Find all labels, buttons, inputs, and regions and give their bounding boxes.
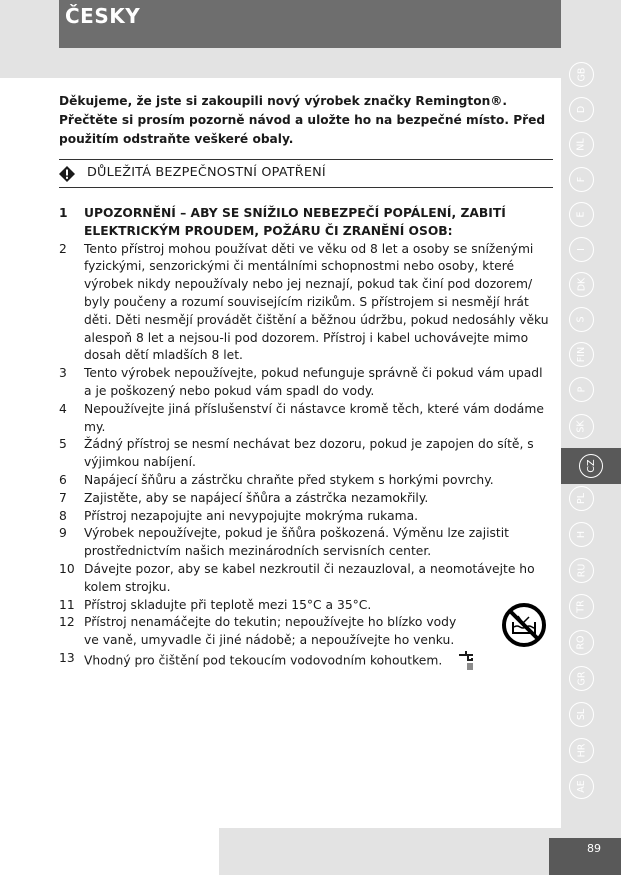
no-water-icon	[501, 602, 547, 648]
item-number: 11	[59, 597, 75, 612]
item-number: 4	[59, 401, 67, 416]
item-text: Tento přístroj mohou používat děti ve věku od 8 let a osoby se sníženými fyzickými, senzorickými či mentálními schopnostmi nebo osoby, které výrobek nikdy nepoužívaly nebo jej neznají, pokud tak činí pod dozorem/ byly poučeny a rozumí souvisejícím rizikům. S přístrojem si nesmějí hrát děti. Děti nesmějí provádět čištění a běžnou údržbu, pokud nedosáhly věku alespoň 8 let a nejsou-li pod dozorem. Přístroj i kabel uchovávejte mimo dosah dětí mladších 8 let.	[84, 241, 549, 363]
item-text: Přístroj nenamáčejte do tekutin; nepoužívejte ho blízko vody ve vaně, umyvadle či jiné nádobě; a nepoužívejte ho venku.	[84, 615, 457, 648]
list-item	[59, 561, 553, 597]
warning-icon	[59, 166, 75, 182]
lang-label: DK	[575, 277, 587, 292]
lang-tab-fin[interactable]	[569, 342, 594, 367]
lang-tab-ru[interactable]	[569, 558, 594, 583]
lang-label: GB	[575, 67, 587, 82]
lang-tab-cz[interactable]	[561, 448, 621, 484]
lang-tab-hr[interactable]	[569, 738, 594, 763]
list-item	[59, 614, 553, 650]
item-text: Dávejte pozor, aby se kabel nezkroutil či nezauzloval, a neomotávejte ho kolem strojku.	[84, 561, 535, 594]
item-number: 12	[59, 615, 75, 630]
divider-top	[59, 159, 553, 160]
lang-label: HR	[576, 743, 587, 758]
intro-text: Děkujeme, že jste si zakoupili nový výrobek značky Remington®. Přečtěte si prosím pozorně návod a uložte ho na bezpečné místo. Před použitím odstraňte veškeré obaly.	[59, 94, 546, 146]
lang-label: P	[575, 386, 587, 393]
list-item	[59, 508, 553, 526]
item-number: 8	[59, 508, 67, 523]
item-text: Vhodný pro čištění pod tekoucím vodovodním kohoutkem.	[84, 653, 443, 668]
item-number: 9	[59, 526, 67, 541]
list-item	[59, 401, 553, 437]
lang-label: RO	[576, 635, 587, 650]
lang-label: F	[576, 176, 587, 183]
lang-label: SK	[575, 420, 587, 433]
list-item	[59, 597, 553, 615]
lang-label: I	[576, 248, 587, 251]
lang-tab-d[interactable]	[569, 97, 594, 122]
item-number: 6	[59, 472, 67, 487]
lang-label: RU	[576, 563, 587, 578]
lang-tab-i[interactable]	[569, 237, 594, 262]
item-text: Zajistěte, aby se napájecí šňůra a zástrčka nezamokřily.	[84, 490, 429, 505]
list-item	[59, 365, 553, 401]
item-number: 1	[59, 206, 68, 220]
language-tabs	[561, 48, 621, 830]
list-item	[59, 490, 553, 508]
list-item	[59, 525, 553, 561]
list-item	[59, 472, 553, 490]
safety-list	[59, 205, 553, 672]
item-number: 10	[59, 561, 75, 576]
item-number: 3	[59, 366, 67, 381]
lang-label: E	[575, 211, 587, 218]
lang-tab-sl[interactable]	[569, 702, 594, 727]
title-bar	[59, 0, 561, 48]
list-item	[59, 436, 553, 472]
page-number-box	[549, 838, 621, 875]
divider-bottom	[59, 187, 553, 188]
lang-label: FIN	[576, 346, 587, 363]
lang-label: SL	[575, 708, 587, 721]
item-number: 7	[59, 490, 67, 505]
lang-tab-ro[interactable]	[569, 630, 594, 655]
item-text: Výrobek nepoužívejte, pokud je šňůra poškozená. Výměnu lze zajistit prostřednictvím našich mezinárodních servisních center.	[84, 526, 509, 559]
lang-tab-gr[interactable]	[569, 666, 594, 691]
lang-label: NL	[576, 138, 587, 151]
lang-label: GR	[576, 671, 587, 686]
lang-tab-dk[interactable]	[569, 272, 594, 297]
lang-tab-nl[interactable]	[569, 132, 594, 157]
lang-tab-tr[interactable]	[569, 594, 594, 619]
page-title: ČESKY	[65, 4, 141, 28]
lang-label: TR	[576, 600, 587, 613]
lang-label: D	[575, 105, 587, 114]
lang-label: H	[576, 530, 587, 539]
lang-tab-f[interactable]	[569, 167, 594, 192]
list-item	[59, 241, 553, 366]
lang-tab-sk[interactable]	[569, 414, 594, 439]
section-heading	[59, 163, 551, 185]
lang-label: S	[576, 316, 587, 323]
list-item	[59, 650, 553, 672]
lang-tab-pl[interactable]	[569, 486, 594, 511]
item-text: Přístroj skladujte při teplotě mezi 15°C a 35°C.	[84, 597, 372, 612]
item-text: Nepoužívejte jiná příslušenství či nástavce kromě těch, které vám dodáme my.	[84, 401, 544, 434]
item-text: Tento výrobek nepoužívejte, pokud nefunguje správně či pokud vám upadl a je poškozený nebo pokud vám spadl do vody.	[84, 366, 543, 398]
lang-tab-s[interactable]	[569, 307, 594, 332]
lang-tab-ae[interactable]	[569, 774, 594, 799]
lang-tab-p[interactable]	[569, 377, 594, 402]
section-title: DŮLEŽITÁ BEZPEČNOSTNÍ OPATŘENÍ	[87, 165, 326, 180]
lang-label: AE	[575, 780, 587, 793]
lang-tab-h[interactable]	[569, 522, 594, 547]
item-number: 2	[59, 241, 67, 256]
item-text: Přístroj nezapojujte ani nevypojujte mokrýma rukama.	[84, 508, 419, 523]
item-number: 13	[59, 650, 75, 665]
list-item	[59, 205, 553, 241]
lang-tab-e[interactable]	[569, 202, 594, 227]
item-text: Napájecí šňůru a zástrčku chraňte před stykem s horkými povrchy.	[84, 472, 494, 487]
page-number: 89	[587, 842, 601, 855]
item-text: UPOZORNĚNÍ – ABY SE SNÍŽILO NEBEZPEČÍ POPÁLENÍ, ZABITÍ ELEKTRICKÝM PROUDEM, POŽÁRU ČI ZRANĚNÍ OSOB:	[84, 206, 506, 238]
water-tap-icon	[456, 650, 478, 672]
lang-tab-gb[interactable]	[569, 62, 594, 87]
item-number: 5	[59, 437, 67, 452]
lang-label: CZ	[579, 454, 603, 478]
lang-label: PL	[576, 492, 587, 505]
item-text: Žádný přístroj se nesmí nechávat bez dozoru, pokud je zapojen do sítě, s výjimkou nabíjení.	[84, 437, 534, 470]
